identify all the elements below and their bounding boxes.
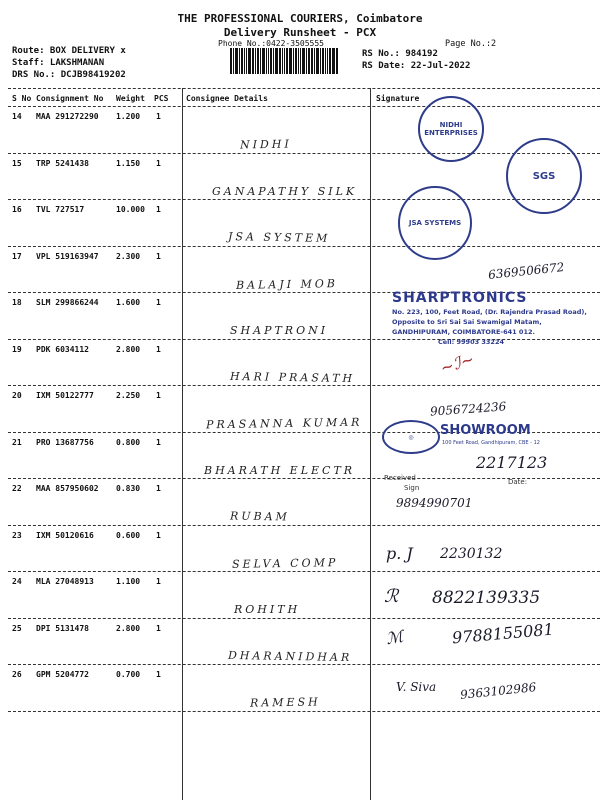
- row-weight: 0.700: [116, 670, 141, 679]
- row-consignment: PDK 6034112: [36, 344, 89, 354]
- row-pcs: 1: [156, 437, 161, 447]
- signature-phone-24: 8822139335: [432, 588, 541, 608]
- row-weight: 10.000: [116, 205, 145, 214]
- row-consignee-handwriting: SELVA COMP: [231, 555, 339, 571]
- sharptronics-address-3: GANDHIPURAM, COIMBATORE-641 012.: [392, 328, 535, 336]
- row-separator: [8, 246, 600, 247]
- signature-phone-21: 2217123: [476, 453, 548, 472]
- row-consignment: TRP 5241438: [36, 158, 89, 168]
- signature-phone-23: 2230132: [440, 546, 503, 562]
- col-pcs: PCS: [154, 94, 169, 103]
- signature-phone-26: 9363102986: [459, 680, 537, 702]
- details-column-line: [182, 88, 183, 800]
- row-consignee-handwriting: PRASANNA KUMAR: [205, 415, 363, 432]
- row-separator: [8, 153, 600, 154]
- row-consignment: MLA 27048913: [36, 577, 94, 586]
- showroom-logo: ◎: [382, 420, 440, 454]
- row-weight: 2.800: [116, 344, 141, 354]
- row-sno: 16: [12, 205, 22, 214]
- row-sno: 19: [12, 344, 22, 354]
- row-consignee-handwriting: GANAPATHY SILK: [212, 184, 358, 198]
- signature-scribble-19: ~ℐ~: [437, 349, 477, 378]
- sharptronics-address-2: Opposite to Sri Sai Sai Swamigal Matam,: [392, 318, 542, 326]
- row-separator: [8, 525, 600, 526]
- header-rule-top: [8, 88, 600, 89]
- col-sno: S No: [12, 94, 32, 103]
- rs-date: RS Date: 22-Jul-2022: [362, 61, 471, 71]
- route-label: Route: BOX DELIVERY x: [12, 46, 126, 56]
- row-weight: 0.800: [116, 437, 141, 447]
- showroom-stamp: SHOWROOM: [440, 423, 531, 438]
- row-sno: 23: [12, 530, 22, 540]
- row-pcs: 1: [156, 670, 161, 679]
- row-pcs: 1: [156, 251, 161, 261]
- row-weight: 2.250: [116, 391, 141, 400]
- row-consignee-handwriting: ROHITH: [234, 603, 301, 616]
- sgs-stamp: [506, 138, 582, 214]
- row-pcs: 1: [156, 391, 161, 400]
- row-sno: 15: [12, 158, 22, 168]
- row-separator: [8, 571, 600, 572]
- row-pcs: 1: [156, 484, 161, 493]
- row-pcs: 1: [156, 158, 161, 168]
- row-weight: 1.100: [116, 577, 141, 586]
- sharptronics-address-1: No. 223, 100, Feet Road, (Dr. Rajendra Prasad Road),: [392, 308, 587, 316]
- row-pcs: 1: [156, 298, 161, 307]
- page-number: Page No.:2: [445, 39, 497, 49]
- row-sno: 25: [12, 623, 22, 633]
- row-pcs: 1: [156, 530, 161, 540]
- row-weight: 2.300: [116, 251, 141, 261]
- row-consignment: IXM 50122777: [36, 391, 94, 400]
- row-separator: [8, 711, 600, 712]
- received-label: Received: [384, 474, 416, 482]
- row-separator: [8, 199, 600, 200]
- row-pcs: 1: [156, 577, 161, 586]
- col-weight: Weight: [116, 94, 145, 103]
- signature-phone-20: 9056724236: [429, 399, 507, 419]
- row-weight: 1.200: [116, 112, 141, 121]
- signature-phone-25: 9788155081: [451, 619, 555, 648]
- row-consignment: TVL 727517: [36, 205, 85, 214]
- row-separator: [8, 618, 600, 619]
- row-sno: 17: [12, 251, 22, 261]
- signature-name-26: V. Siva: [396, 680, 437, 694]
- header-rule-bottom: [8, 106, 600, 107]
- row-sno: 22: [12, 484, 22, 493]
- row-consignment: DPI 5131478: [36, 623, 89, 633]
- signature-column-line: [370, 88, 371, 800]
- signature-phone-22: 9894990701: [396, 496, 473, 510]
- row-consignee-handwriting: DHARANIDHAR: [227, 648, 353, 664]
- date-label: Date:: [508, 478, 528, 486]
- barcode: [230, 48, 348, 74]
- row-pcs: 1: [156, 623, 161, 633]
- runsheet-subtitle: Delivery Runsheet - PCX: [223, 26, 377, 39]
- row-consignee-handwriting: HARI PRASATH: [229, 369, 356, 385]
- nidhi-enterprises-stamp: [418, 96, 484, 162]
- row-weight: 1.150: [116, 158, 141, 168]
- row-consignment: IXM 50120616: [36, 530, 94, 540]
- company-title: THE PROFESSIONAL COURIERS, Coimbatore: [177, 12, 423, 25]
- drs-number: DRS No.: DCJB98419202: [12, 70, 126, 80]
- stamp-text: NIDHI ENTERPRISES: [424, 121, 478, 137]
- row-sno: 24: [12, 577, 22, 586]
- row-sno: 18: [12, 298, 22, 307]
- sharptronics-name: SHARPTRONICS: [392, 290, 528, 306]
- col-consignment: Consignment No: [36, 94, 104, 103]
- row-sno: 21: [12, 437, 22, 447]
- stamp-text: SGS: [532, 170, 556, 182]
- sign-label: Sign: [404, 484, 420, 492]
- row-pcs: 1: [156, 344, 161, 354]
- row-separator: [8, 339, 600, 340]
- row-separator: [8, 385, 600, 386]
- row-consignment: GPM 5204772: [36, 670, 89, 679]
- row-weight: 1.600: [116, 298, 141, 307]
- row-separator: [8, 664, 600, 665]
- row-sno: 26: [12, 670, 22, 679]
- row-consignment: MAA 291272290: [36, 112, 99, 121]
- row-consignee-handwriting: NIDHI: [239, 137, 292, 152]
- staff-label: Staff: LAKSHMANAN: [12, 58, 105, 68]
- row-pcs: 1: [156, 205, 161, 214]
- row-weight: 0.600: [116, 530, 141, 540]
- row-consignment: VPL 519163947: [36, 251, 99, 261]
- row-consignee-handwriting: SHAPTRONI: [230, 324, 329, 337]
- row-consignee-handwriting: BHARATH ELECTR: [204, 463, 356, 477]
- row-weight: 0.830: [116, 484, 141, 493]
- signature-initials-23: p. J: [386, 544, 413, 563]
- row-consignment: PRO 13687756: [36, 437, 94, 447]
- row-pcs: 1: [156, 112, 161, 121]
- col-signature: Signature: [376, 94, 420, 103]
- signature-initials-24: ℛ: [384, 586, 399, 607]
- showroom-address: 100 Feet Road, Gandhipuram, CBE - 12: [442, 440, 540, 446]
- row-weight: 2.800: [116, 623, 141, 633]
- row-consignee-handwriting: RAMESH: [249, 695, 321, 710]
- row-consignee-handwriting: JSA SYSTEM: [227, 230, 331, 245]
- rs-number: RS No.: 984192: [362, 49, 438, 59]
- signature-initials-25: ℳ: [384, 626, 405, 649]
- row-consignment: SLM 299866244: [36, 298, 99, 307]
- row-consignee-handwriting: BALAJI MOB: [235, 276, 339, 292]
- stamp-text: JSA SYSTEMS: [408, 219, 462, 227]
- jsa-systems-stamp: [398, 186, 472, 260]
- col-consignee-details: Consignee Details: [186, 94, 268, 103]
- row-sno: 14: [12, 112, 22, 121]
- row-consignee-handwriting: RUBAM: [229, 509, 290, 524]
- row-consignment: MAA 857950602: [36, 484, 99, 493]
- signature-phone-17: 6369506672: [487, 260, 565, 282]
- row-sno: 20: [12, 391, 22, 400]
- sharptronics-cell: Cell: 99903 33224: [438, 338, 504, 346]
- company-phone: Phone No.:0422-3505555: [218, 39, 324, 48]
